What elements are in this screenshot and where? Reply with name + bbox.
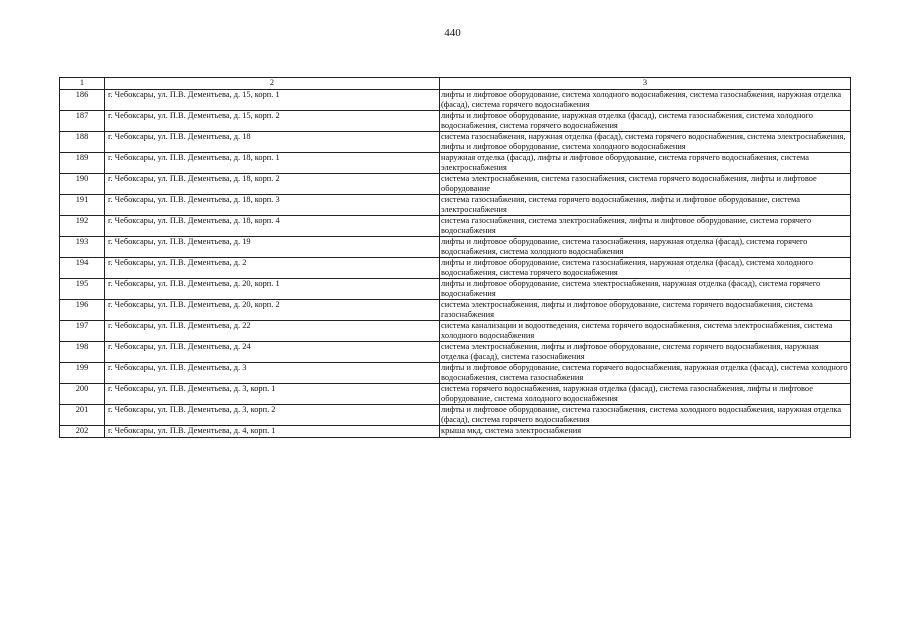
address-cell: г. Чебоксары, ул. П.В. Дементьева, д. 20, корп. 1 [105,279,440,300]
table-row [60,426,851,438]
table-row [60,405,851,426]
row-number-cell: 194 [60,258,105,279]
address-cell: г. Чебоксары, ул. П.В. Дементьева, д. 3, корп. 2 [105,405,440,426]
systems-cell: лифты и лифтовое оборудование, система газоснабжения, система холодного водоснабжения, наружная отделка (фасад), система горячего водоснабжения [440,405,851,426]
address-cell: г. Чебоксары, ул. П.В. Дементьева, д. 20, корп. 2 [105,300,440,321]
systems-cell: система канализации и водоотведения, система горячего водоснабжения, система электроснабжения, система холодного водоснабжения [440,321,851,342]
row-number-cell: 187 [60,111,105,132]
systems-cell: лифты и лифтовое оборудование, система холодного водоснабжения, система газоснабжения, наружная отделка (фасад), система горячего водоснабжения [440,90,851,111]
table-row [60,174,851,195]
table-row [60,195,851,216]
table-row [60,321,851,342]
row-number-cell: 197 [60,321,105,342]
address-cell: г. Чебоксары, ул. П.В. Дементьева, д. 18, корп. 1 [105,153,440,174]
table-row [60,342,851,363]
address-cell: г. Чебоксары, ул. П.В. Дементьева, д. 3 [105,363,440,384]
systems-cell: система газоснабжения, система электроснабжения, лифты и лифтовое оборудование, система горячего водоснабжения [440,216,851,237]
row-number-cell: 198 [60,342,105,363]
systems-cell: лифты и лифтовое оборудование, система газоснабжения, наружная отделка (фасад), система горячего водоснабжения, система холодного водоснабжения [440,237,851,258]
systems-cell: система электроснабжения, лифты и лифтовое оборудование, система горячего водоснабжения, система газоснабжения [440,300,851,321]
row-number-cell: 192 [60,216,105,237]
systems-cell: наружная отделка (фасад), лифты и лифтовое оборудование, система горячего водоснабжения, система электроснабжения [440,153,851,174]
table-row [60,237,851,258]
systems-cell: система горячего водоснабжения, наружная отделка (фасад), система газоснабжения, лифты и лифтовое оборудование, система холодного водоснабжения [440,384,851,405]
row-number-cell: 190 [60,174,105,195]
address-cell: г. Чебоксары, ул. П.В. Дементьева, д. 18, корп. 2 [105,174,440,195]
column-header-address: 2 [105,78,440,90]
address-cell: г. Чебоксары, ул. П.В. Дементьева, д. 15, корп. 2 [105,111,440,132]
column-header-number: 1 [60,78,105,90]
row-number-cell: 199 [60,363,105,384]
table-row [60,279,851,300]
table-row [60,363,851,384]
row-number-cell: 193 [60,237,105,258]
address-cell: г. Чебоксары, ул. П.В. Дементьева, д. 24 [105,342,440,363]
row-number-cell: 201 [60,405,105,426]
table-header-row [60,78,851,90]
table-row [60,111,851,132]
address-cell: г. Чебоксары, ул. П.В. Дементьева, д. 19 [105,237,440,258]
systems-cell: система газоснабжения, наружная отделка (фасад), система горячего водоснабжения, система электроснабжения, лифты и лифтовое оборудование, система холодного водоснабжения [440,132,851,153]
row-number-cell: 188 [60,132,105,153]
row-number-cell: 200 [60,384,105,405]
systems-cell: система электроснабжения, система газоснабжения, система горячего водоснабжения, лифты и лифтовое оборудование [440,174,851,195]
address-cell: г. Чебоксары, ул. П.В. Дементьева, д. 3, корп. 1 [105,384,440,405]
row-number-cell: 186 [60,90,105,111]
row-number-cell: 196 [60,300,105,321]
address-cell: г. Чебоксары, ул. П.В. Дементьева, д. 18, корп. 3 [105,195,440,216]
address-cell: г. Чебоксары, ул. П.В. Дементьева, д. 18, корп. 4 [105,216,440,237]
address-cell: г. Чебоксары, ул. П.В. Дементьева, д. 18 [105,132,440,153]
systems-cell: лифты и лифтовое оборудование, наружная отделка (фасад), система газоснабжения, система холодного водоснабжения, система горячего водоснабжения [440,111,851,132]
systems-cell: система газоснабжения, система горячего водоснабжения, лифты и лифтовое оборудование, система электроснабжения [440,195,851,216]
systems-cell: лифты и лифтовое оборудование, система газоснабжения, наружная отделка (фасад), система холодного водоснабжения, система горячего водоснабжения [440,258,851,279]
row-number-cell: 195 [60,279,105,300]
table-row [60,153,851,174]
address-cell: г. Чебоксары, ул. П.В. Дементьева, д. 15, корп. 1 [105,90,440,111]
systems-cell: лифты и лифтовое оборудование, система горячего водоснабжения, наружная отделка (фасад), система холодного водоснабжения, система газоснабжения [440,363,851,384]
row-number-cell: 189 [60,153,105,174]
housing-systems-table [59,77,851,438]
page-number: 440 [444,27,461,39]
table-row [60,132,851,153]
table-row [60,258,851,279]
systems-cell: лифты и лифтовое оборудование, система электроснабжения, наружная отделка (фасад), система горячего водоснабжения [440,279,851,300]
row-number-cell: 202 [60,426,105,438]
table-row [60,90,851,111]
address-cell: г. Чебоксары, ул. П.В. Дементьева, д. 4, корп. 1 [105,426,440,438]
column-header-systems: 3 [440,78,851,90]
table-row [60,384,851,405]
row-number-cell: 191 [60,195,105,216]
address-cell: г. Чебоксары, ул. П.В. Дементьева, д. 22 [105,321,440,342]
table-row [60,216,851,237]
systems-cell: система электроснабжения, лифты и лифтовое оборудование, система горячего водоснабжения, наружная отделка (фасад), система газоснабжения [440,342,851,363]
systems-cell: крыша мкд, система электроснабжения [440,426,851,438]
table-row [60,300,851,321]
address-cell: г. Чебоксары, ул. П.В. Дементьева, д. 2 [105,258,440,279]
